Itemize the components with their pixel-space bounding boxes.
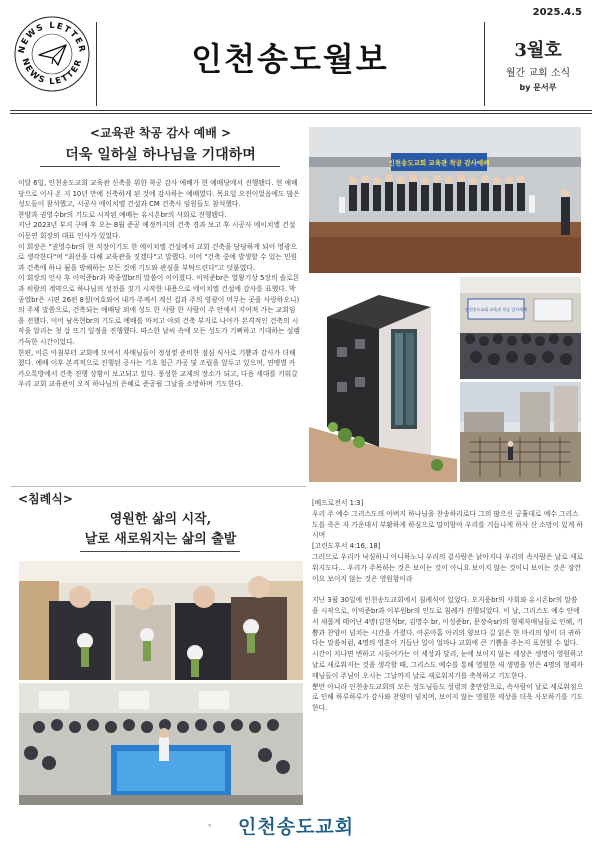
subtitle: 월간 교회 소식 [505, 68, 571, 79]
paragraph: 한편, 이른 아침부터 교회에 모여서 자매님들이 정성껏 준비한 점심 식사로 기쁨과 감사가 더해졌다. 예배 이후 본격적으로 진행된 공사는 기초 철근 가공 및 조립을 앞두고 있으며, 연맹별 카카오톡방에서 건축 진행 상황이 보고되고 있다. 풍성한 교제의 장소가 되고, 다음 세대를 키워갈 우리 교회 교육관이 오직 하나님의 은혜로 준공될 그날을 소망하며 기도한다. [18, 348, 298, 389]
headline-line-2: 날로 새로워지는 삶의 출발 [84, 532, 237, 547]
paragraph: 찬양과 권영수br의 기도로 시작된 예배는 유시온br의 사회로 진행됐다. [18, 210, 227, 219]
issue-label: 3월호 [514, 40, 562, 61]
headline-underline [40, 166, 280, 167]
photo-construction-site [460, 382, 581, 482]
photo-baptism-pool [19, 683, 303, 805]
photo-building-rendering [309, 277, 457, 482]
photo-worship-hall [460, 277, 581, 379]
headline-underline-2 [80, 551, 240, 552]
paragraph: 지난 2023년 부지 구매 후 오는 8월 준공 예정까지의 건축 경과 보고 후 시공사 에이치엘 건설 이동연 회장의 대표 인사가 있었다. [18, 221, 296, 240]
header-rule [10, 110, 592, 111]
article-body-baptism [312, 498, 584, 714]
church-logo-icon [208, 810, 234, 840]
banner-text: 인천송도교회 교육관 착공 감사예배 [388, 159, 490, 167]
section-label-baptism: <침례식> [18, 492, 73, 506]
scripture-reference: [베드로전서 1:3] [312, 499, 364, 507]
logo-text-bottom: NEWS LETTER [19, 57, 85, 88]
paragraph: 시간이 지나면 변하고 시들어가는 이 세상과 달리, 눈에 보이지 않는 세상은 생명이 영원하고 날로 새로워지는 것을 생각할 때, 그리스도 예수를 통해 영원한 새 생명을 얻은 4명의 형제자매님들이 주님이 오시는 그날까지 날로 새로워지기를 축복하고 기도한다. [312, 650, 584, 680]
scripture-text: 우리 주 예수 그리스도의 아버지 하나님을 찬송하리로다 그의 많으신 긍휼대로 예수 그리스도를 죽은 자 가운데서 부활하게 하심으로 말미암아 우리를 거듭나게 하사 산 소망이 있게 하시며 [312, 509, 584, 540]
logo-text-top: NEWS LETTER [16, 20, 88, 55]
newsletter-title: 인천송도월보 [191, 40, 389, 78]
paragraph: 지난 3월 30일에 인천송도교회에서 침례식이 있었다. 오지웅br의 사회와 유시온br의 말씀을 시작으로, 이억준br과 이부원br의 인도로 침례가 진행되었다. 이 날, 그리스도 예수 안에서 새롭게 태어난 4명(김현석br, 김명수 br, 이성준br, 문장숙sr)의 형제자매님들로 인해, 기쁨과 찬양이 넘치는 시간을 가졌다. 아론아홉 아리의 양보다 길 읽은 한 마리의 양이 더 귀하다는 말씀처럼, 4명의 영혼이 거듭난 일이 얼마나 교회에 큰 기쁨을 주는지 표현할 수 없다. [312, 596, 584, 648]
article-headline-groundbreaking: 더욱 일하실 하나님을 기대하며 [65, 147, 256, 163]
byline: by 문서부 [519, 83, 557, 92]
newsletter-logo [12, 14, 92, 94]
article-headline-baptism [18, 510, 303, 550]
paragraph: 이 회장은 "권영수br의 현 직장이기도 한 에이치엘 건설에서 교회 건축을 담당하게 되어 영광으로 생각한다"며 "최선을 다해 교육관을 짓겠다"고 말했다. 이어 "건축 중에 발생할 수 있는 민원과 건축에 하나 됨을 방해하는 모든 것에 기도와 관심을 부탁드린다"고 덧붙였다. [18, 242, 298, 272]
paragraph: 이 회장의 인사 후 이억준br과 박종열br의 말씀이 이어졌다. 이억준br은 열왕기상 5장의 솔로몬과 히람의 계약으로 하나님의 성전을 짓기 시작한 내용으로 에이치엘 건설에 감사를 표했다. 박종열br은 시편 26편 8절(여호와여 내가 주께서 계신 집과 주의 영광이 머무는 곳을 사랑하오니)의 주제 말씀으로, 건축되는 예배당 외에 성도 한 사람 한 사람이 주 안에서 지어져 가는 교회임을 전했다. 이어 남옥현br의 기도로 예배를 마치고 야외 건축 부지로 나아가 본격적인 건축의 시작을 알리는 첫 삽 뜨기 일정을 진행했다. 따스한 날씨 속에 모든 성도가 기뻐하고 기대하는 설렘 가득한 시간이었다. [18, 274, 300, 346]
photo-groundbreaking-ceremony [309, 127, 581, 273]
scripture-reference: [고린도후서 4:16, 18] [312, 542, 381, 551]
section-label-groundbreaking: <교육관 착공 감사 예배 > [89, 126, 232, 140]
paragraph: 이달 6일, 인천송도교회 교육관 신축을 위한 착공 감사 예배가 현 예배당에서 진행됐다. 현 예배당으로 이사 온 지 10년 만에 신축하게 된 것에 감사하는 예배였다. 목요일 오전이었음에도 많은 성도들이 참석했고, 시공사 에이치엘 건설과 CM 건축사 임원들도 참석했다. [18, 179, 300, 209]
photo-baptism-group [19, 561, 303, 680]
church-name: 인천송도교회 [238, 816, 355, 838]
hall-banner-text: 인천송도교회 교육관 착공 감사예배 [465, 307, 527, 312]
header-divider-left [96, 22, 97, 106]
paragraph: 뿐만 아니라 인천송도교회의 모든 성도님들도 성령의 충만함으로, 속사람이 날로 새로워짐으로 인해 하루하루가 감사와 찬양이 넘치며, 보이지 않는 영원한 세상을 더욱 사모하기를 기도한다. [312, 682, 584, 713]
header-rule-2 [10, 113, 592, 114]
headline-line-1: 영원한 삶의 시작, [109, 512, 212, 527]
paper-plane-icon [39, 45, 66, 65]
article-body-groundbreaking [18, 178, 301, 390]
header-divider-right [484, 22, 485, 106]
issue-date: 2025.4.5 [532, 7, 582, 18]
scripture-text: 그러므로 우리가 낙심하니 아니하노니 우리의 겉사람은 낡아지나 우리의 속사람은 날로 새로워지도다… 우리가 주목하는 것은 보이는 것이 아니요 보이지 않는 것이니 보이는 것은 잠깐이요 보이지 않는 것은 영원함이라 [312, 552, 584, 583]
section-divider [10, 486, 306, 487]
